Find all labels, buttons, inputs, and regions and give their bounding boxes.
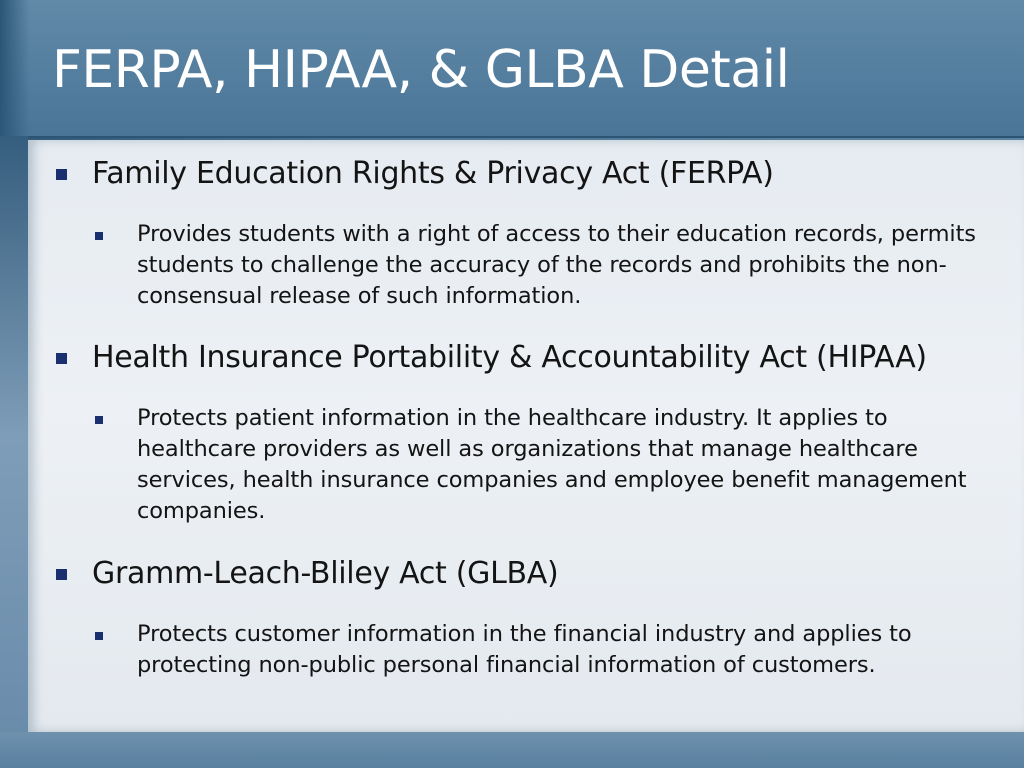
sub-bullet-square-icon bbox=[95, 232, 103, 240]
sub-bullet-square-icon bbox=[95, 416, 103, 424]
bullet-square-icon bbox=[56, 569, 67, 580]
bullet-heading-hipaa: Health Insurance Portability & Accountability Act (HIPAA) bbox=[92, 340, 927, 375]
bullet-detail-glba: Protects customer information in the financial industry and applies to protecting non-public personal financial information of customers. bbox=[137, 621, 912, 678]
sub-bullet-square-icon bbox=[95, 632, 103, 640]
bullet-detail-ferpa: Provides students with a right of access to their education records, permits students to challenge the accuracy of the records and prohibits the non-consensual release of such information. bbox=[137, 221, 976, 309]
bullet-heading-glba: Gramm-Leach-Bliley Act (GLBA) bbox=[92, 556, 559, 591]
slide-title: FERPA, HIPAA, & GLBA Detail bbox=[52, 40, 790, 100]
bullet-detail-hipaa: Protects patient information in the healthcare industry. It applies to healthcare providers as well as organizations that manage healthcare services, health insurance companies and employee benefit management companies. bbox=[137, 405, 967, 524]
bullet-heading-ferpa: Family Education Rights & Privacy Act (FERPA) bbox=[92, 156, 774, 191]
bullet-square-icon bbox=[56, 353, 67, 364]
title-band bbox=[0, 0, 1024, 138]
title-band-shading bbox=[0, 0, 30, 136]
bottom-decorative-band bbox=[0, 732, 1024, 768]
bullet-square-icon bbox=[56, 169, 67, 180]
left-decorative-strip bbox=[0, 136, 28, 736]
